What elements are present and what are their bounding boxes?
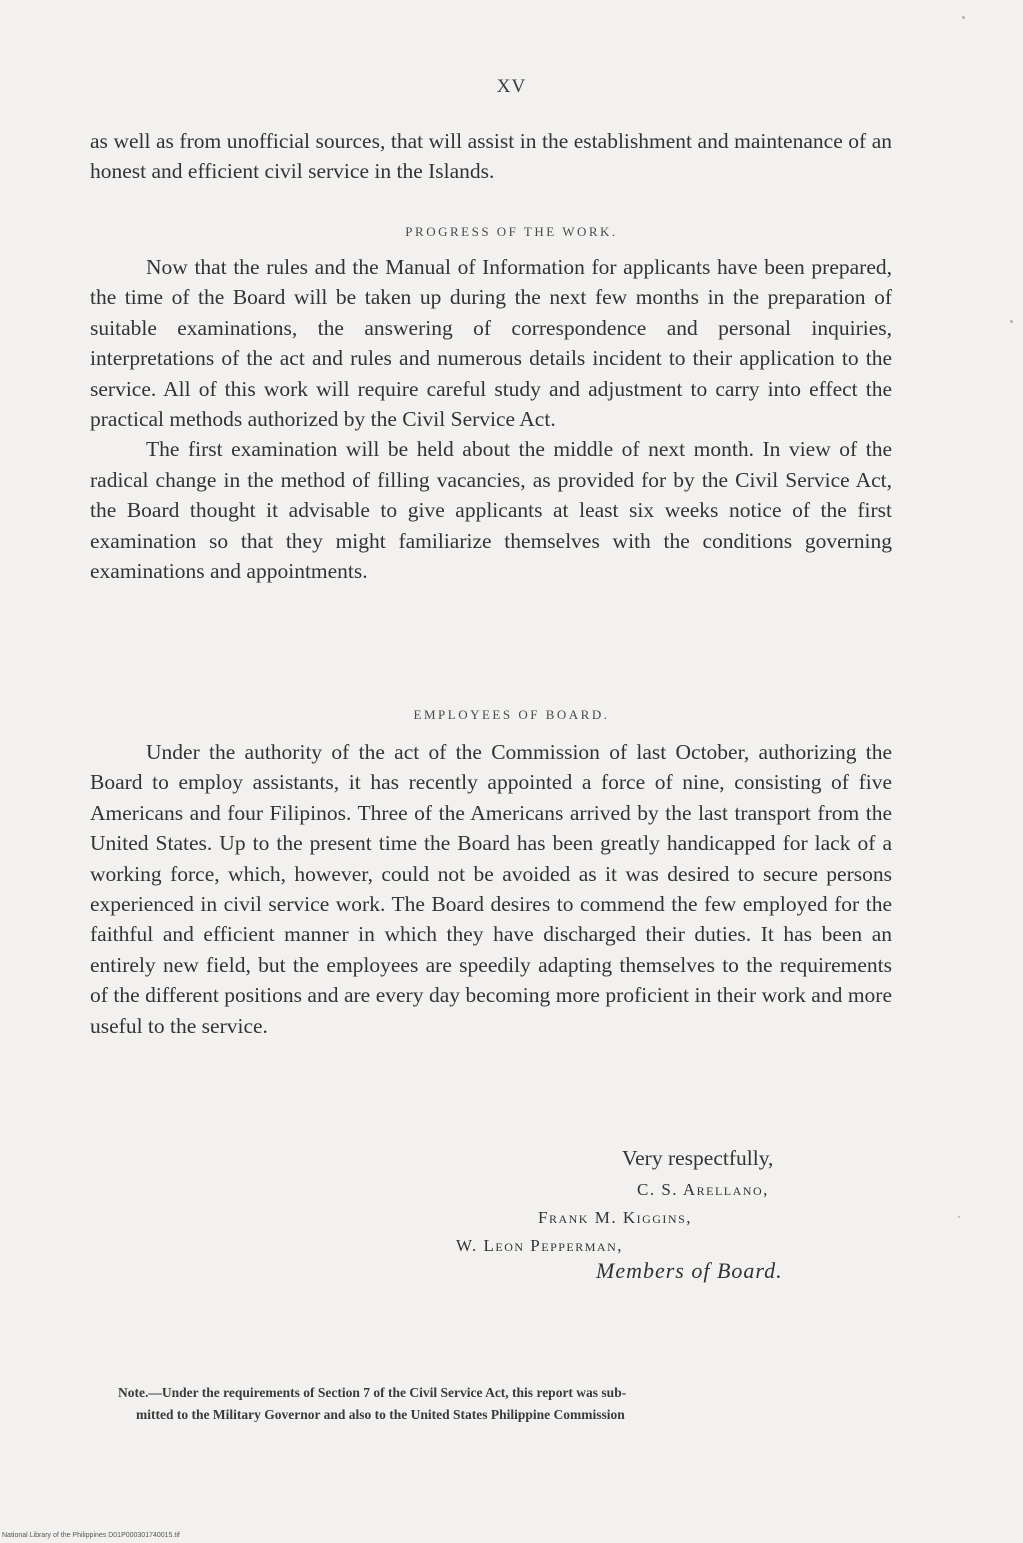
signature-title: Members of Board. xyxy=(596,1258,783,1283)
employees-section xyxy=(90,737,892,1041)
archive-credit: National Library of the Philippines D01P000301740015.tif xyxy=(2,1532,180,1539)
footnote-line-2: mitted to the Military Governor and also to the United States Philippine Commission xyxy=(136,1407,625,1422)
signatory-kiggins: Frank M. Kiggins, xyxy=(538,1208,693,1227)
intro-paragraph xyxy=(90,126,892,187)
footnote-line-1: Note.—Under the requirements of Section 7 of the Civil Service Act, this report was sub- xyxy=(118,1385,627,1400)
section-heading-employees: EMPLOYEES OF BOARD. xyxy=(413,707,610,722)
scan-speck xyxy=(958,1216,960,1218)
scan-speck xyxy=(962,16,965,19)
section-heading-progress: PROGRESS OF THE WORK. xyxy=(405,224,618,239)
employees-paragraph-1: Under the authority of the act of the Commission of last October, authorizing the Board to employ assistants, it has recently appointed a force of nine, consisting of five Americans and four Filipinos. Three of the Americans arrived by the last transport from the United States. Up to the present time the Board has been greatly handicapped for lack of a working force, which, however, could not be avoided as it was desired to secure persons experienced in civil service work. The Board desires to commend the few employed for the faithful and efficient manner in which they have discharged their duties. It has been an entirely new field, but the employees are speedily adapting themselves to the requirements of the different positions and are every day becoming more proficient in their work and more useful to the service. xyxy=(90,740,892,1038)
scan-speck xyxy=(1010,320,1013,323)
progress-paragraph-1: Now that the rules and the Manual of Information for applicants have been prepared, the time of the Board will be taken up during the next few months in the preparation of suitable examinations, the answering of correspondence and personal inquiries, interpretations of the act and rules and numerous details incident to their application to the service. All of this work will require careful study and adjustment to carry into effect the practical methods authorized by the Civil Service Act. xyxy=(90,255,892,432)
signatory-arellano: C. S. Arellano, xyxy=(637,1180,769,1199)
progress-section xyxy=(90,252,892,586)
signatory-pepperman: W. Leon Pepperman, xyxy=(456,1236,623,1255)
closing-salutation: Very respectfully, xyxy=(622,1146,774,1170)
footnote xyxy=(118,1382,884,1426)
progress-paragraph-2: The first examination will be held about the middle of next month. In view of the radical change in the method of filling vacancies, as provided for by the Civil Service Act, the Board thought it advisable to give applicants at least six weeks notice of the first examination so that they might familiarize themselves with the conditions governing examinations and appointments. xyxy=(90,437,892,584)
intro-text: as well as from unofficial sources, that will assist in the establishment and maintenance of an honest and efficient civil service in the Islands. xyxy=(90,129,892,184)
page-number: XV xyxy=(496,76,527,97)
